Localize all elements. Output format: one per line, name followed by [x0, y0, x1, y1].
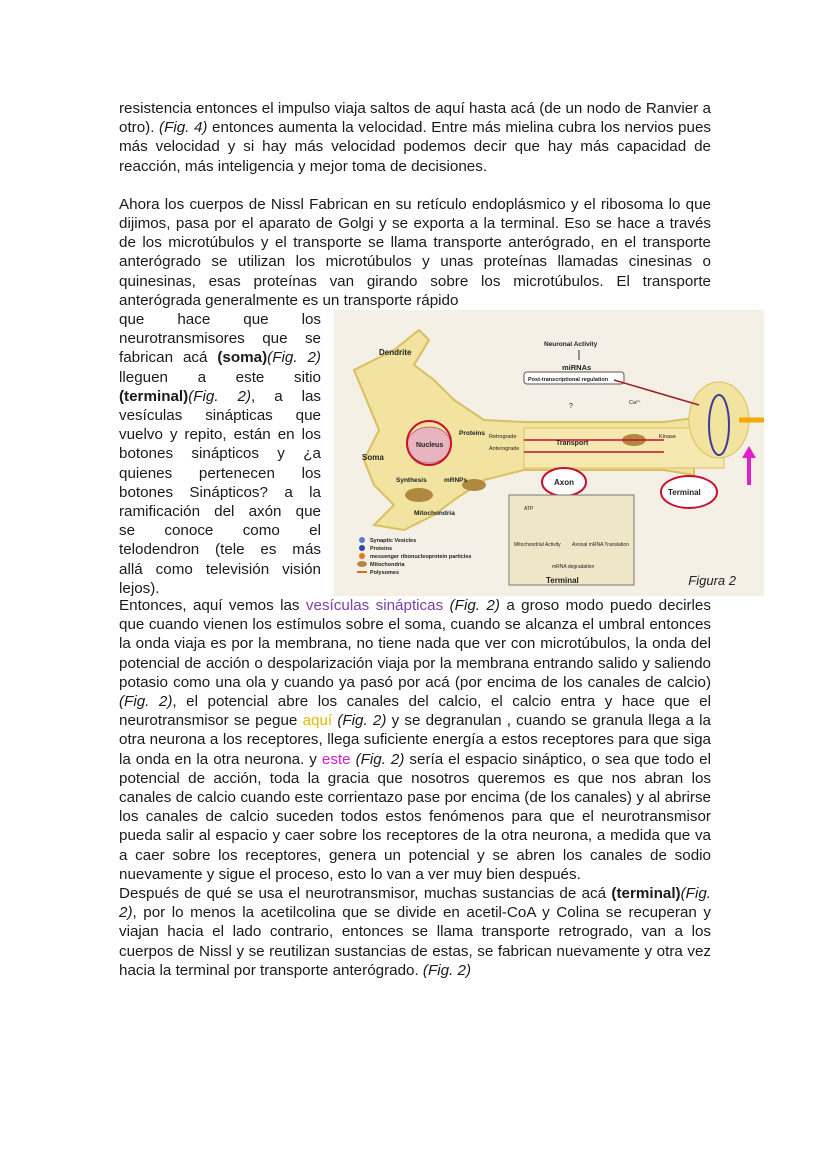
label-soma: Soma [362, 453, 384, 463]
figure-caption: Figura 2 [688, 573, 736, 589]
label-anterograde: Anterograde [489, 446, 520, 453]
figure-side-text: que hace que los neurotransmisores que se fabrican acá (soma)(Fig. 2) lleguen a este sitio (terminal)(Fig. 2), a las vesículas sinápticas que vuelvo y repito, están en los botones sinápticos y ¿a quienes pertenecen los botones Sinápticos? a la ramificación del axón que se conoce como el telodendron (tele es más allá como televisión visión lejos). [119, 311, 321, 597]
label-ca: Ca²⁺ [629, 400, 641, 407]
highlight-aqui: aquí [302, 712, 333, 730]
highlight-este: este [321, 750, 351, 768]
figure-row [119, 310, 736, 597]
label-mitochondria: Mitochondria [414, 510, 455, 518]
highlight-vesiculas: vesículas sinápticas [305, 597, 444, 615]
label-synthesis: Synthesis [396, 477, 427, 485]
label-mirnas: miRNAs [562, 363, 592, 373]
label-retrograde: Retrograde [489, 434, 517, 441]
legend-mito-dot [357, 561, 367, 567]
paragraph-2: Ahora los cuerpos de Nissl Fabrican en su retículo endoplásmico y el ribosoma lo que dijimos, pasa por el aparato de Golgi y se exporta a la terminal. Eso se hace a través de los microtúbulos y el transporte se llama transporte anterógrado, en el transporte anterógrado se utilizan los microtúbulos y unas proteínas llamadas cinesinas o quinesinas, esas proteínas van girando sobre los microtúbulos. El transporte anterógrada generalmente es un transporte rápido [119, 195, 711, 309]
legend-proteins: Proteins [370, 546, 393, 553]
legend-mrnp-dot [359, 553, 365, 559]
label-inset-atp: ATP [524, 506, 534, 513]
legend-mitochondria: Mitochondria [370, 562, 405, 569]
label-proteins: Proteins [459, 430, 486, 438]
label-dendrite: Dendrite [379, 348, 412, 358]
legend-vesicle-dot [359, 537, 365, 543]
label-neuronal-activity: Neuronal Activity [544, 341, 598, 349]
legend-mrnp: messenger ribonucleoprotein particles [370, 554, 472, 561]
paragraph-1: resistencia entonces el impulso viaja saltos de aquí hasta acá (de un nodo de Ranvier a otro). (Fig. 4) entonces aumenta la velocidad. Entre más mielina cubra los nervios pues más velocidad y si hay más velocidad podemos decir que hay más capacidad de reacción, más inteligencia y mejor toma de decisiones. [119, 100, 711, 175]
magenta-arrowhead [742, 446, 756, 458]
mitochondrion [405, 488, 433, 502]
neuron-transport-figure [334, 310, 764, 596]
label-transport: Transport [556, 440, 589, 448]
label-mrnps: mRNPs [444, 477, 468, 485]
label-inset-axonal: Axonal mRNA Translation [572, 542, 629, 549]
paragraph-4: Después de qué se usa el neurotransmisor, muchas sustancias de acá (terminal)(Fig. 2), por lo menos la acetilcolina que se divide en acetil-CoA y Colina se recuperan y viajan hacia el lado contrario, entonces se llama transporte retrogrado, van a los cuerpos de Nissl y se reutilizan sustancias de estas, se fabrican nuevamente y otra vez hacia la terminal por transporte anterógrado. (Fig. 2) [119, 885, 711, 979]
label-question: ? [569, 403, 573, 411]
document-page [119, 99, 736, 980]
paragraph-3: Entonces, aquí vemos las vesículas sinápticas (Fig. 2) a groso modo puedo decirles que cuando vienen los estímulos sobre el soma, cuando se alcanza el umbral entonces la onda viaja es por la membrana, no tiene nada que ver con microtúbulos, la onda del potencial de acción o despolarización viaja por la membrana entrando salido y saliendo potasio como una ola y cuando ya pasó por acá (por encima de los canales de calcio) (Fig. 2), el potencial abre los canales del calcio, el calcio entra y hace que el neurotransmisor se pegue aquí (Fig. 2) y se degranulan , cuando se granula llega a la otra neurona a los receptores, llega suficiente energía a estos receptores para que siga la onda en la otra neurona. y este (Fig. 2) sería el espacio sináptico, o sea que todo el potencial de acción, toda la gracia que nosotros queremos es que nos abran los canales de calcio cuando este corrientazo pase por encima (de los canales) y al abrirse los canales de calcio suceden todos estos fenómenos para que el neurotransmisor pueda salir al espacio y caer sobre los receptores de la otra neurona, a medida que va a caer sobre los receptores, genera un potencial y se abren los canales de sodio nuevamente y sigue el proceso, esto lo van a ver muy bien después. [119, 597, 711, 883]
label-kinase: Kinase [659, 434, 676, 441]
label-inset-terminal: Terminal [546, 576, 579, 586]
neuron-diagram [334, 310, 764, 596]
mirna-arrow [614, 380, 699, 405]
label-terminal: Terminal [668, 488, 701, 498]
label-nucleus: Nucleus [416, 442, 444, 450]
label-inset-deg: mRNA degradation [552, 564, 595, 571]
label-axon: Axon [554, 478, 574, 488]
legend-polysomes: Polysomes [370, 570, 400, 577]
legend-protein-dot [359, 545, 365, 551]
label-post-reg: Post-transcriptional regulation [528, 377, 609, 384]
legend-synaptic-vesicles: Synaptic Vesicles [370, 538, 417, 545]
label-inset-mito: Mitochondrial Activity [514, 542, 561, 549]
